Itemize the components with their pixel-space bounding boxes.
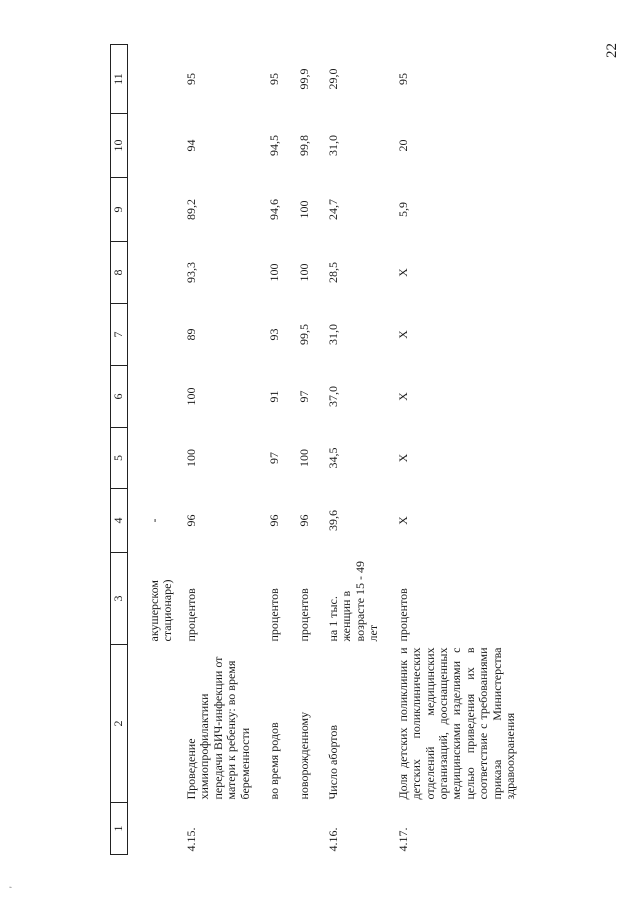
indicator-name: новорожденному (296, 711, 311, 800)
value-cell: 96 (267, 514, 282, 527)
value-cell (128, 114, 177, 178)
value-cell: 96 (183, 514, 198, 527)
indicator-name (128, 645, 177, 803)
value-cell (128, 45, 177, 114)
value-cell: 94 (183, 139, 198, 152)
column-header: 3 (111, 553, 128, 645)
value-cell: 5,9 (395, 202, 410, 217)
header-row (111, 45, 128, 855)
row-number (254, 803, 283, 855)
table-row (254, 45, 283, 855)
value-cell: 94,5 (267, 135, 282, 156)
column-header: 5 (111, 428, 128, 489)
value-cell: 89 (183, 328, 198, 341)
column-header: 10 (111, 114, 128, 178)
value-cell: 95 (267, 73, 282, 85)
value-cell: 100 (296, 449, 311, 467)
table-row (313, 45, 383, 855)
value-cell (128, 178, 177, 242)
value-cell: 28,5 (325, 262, 340, 283)
row-number (128, 803, 177, 855)
value-cell: 100 (296, 263, 311, 282)
column-header: 1 (111, 803, 128, 855)
value-cell: Х (395, 330, 410, 339)
value-cell (128, 366, 177, 428)
column-header: 7 (111, 304, 128, 366)
unit-cell: процентов (296, 588, 311, 642)
value-cell (128, 242, 177, 304)
value-cell: 31,0 (325, 135, 340, 156)
value-cell: 100 (183, 387, 198, 406)
value-cell: 93 (267, 328, 282, 341)
value-cell: Х (395, 453, 410, 463)
value-cell: 93,3 (183, 262, 198, 283)
value-cell: 94,6 (267, 199, 282, 220)
value-cell: 99,8 (296, 135, 311, 156)
unit-cell: на 1 тыс. женщин в возрасте 15 - 49 лет (325, 560, 381, 642)
value-cell: 95 (183, 73, 198, 85)
table-row (128, 45, 177, 855)
indicator-name: Число абортов (325, 724, 340, 800)
unit-cell: процентов (395, 588, 410, 642)
row-number: 4.15. (183, 827, 198, 852)
value-cell: 97 (296, 390, 311, 403)
unit-cell: процентов (267, 588, 282, 642)
value-cell: 89,2 (183, 199, 198, 220)
value-cell: 34,5 (325, 447, 340, 469)
value-cell (128, 304, 177, 366)
value-cell: 29,0 (325, 68, 340, 90)
row-number: 4.17. (395, 827, 410, 852)
value-cell: 100 (267, 263, 282, 282)
column-header: 6 (111, 366, 128, 428)
column-header: 8 (111, 242, 128, 304)
value-cell: 96 (296, 514, 311, 527)
value-cell: 100 (183, 449, 198, 467)
value-cell: 24,7 (325, 199, 340, 220)
value-cell: 97 (267, 452, 282, 464)
unit-cell: процентов (183, 588, 198, 642)
value-cell: Х (395, 268, 410, 277)
page-number: 22 (604, 43, 620, 58)
value-cell: 20 (395, 139, 410, 152)
indicator-name: Проведение химиопрофилактики передачи ВИЧ-инфекции от матери к ребенку: во время беременности (183, 656, 252, 800)
value-cell: 91 (267, 390, 282, 403)
value-cell: 39,6 (325, 510, 340, 531)
indicator-name: Доля детских поликлиник и детских поликлинических отделений медицинских организаций, дооснащенных медицинскими изделиями с целью приведения их в соответствие с требованиями приказа Министерства здравоохранения (395, 647, 518, 800)
value-cell: 37,0 (325, 386, 340, 407)
column-header: 9 (111, 178, 128, 242)
column-header: 11 (111, 45, 128, 114)
value-cell: Х (395, 516, 410, 525)
row-number (284, 803, 313, 855)
value-cell: - (147, 518, 161, 523)
rotated-table-container (110, 45, 630, 855)
table-row (284, 45, 313, 855)
indicator-name: во время родов (267, 722, 282, 800)
value-cell: 31,0 (325, 324, 340, 345)
column-header: 4 (111, 489, 128, 553)
unit-cell: акушерском стационаре) (147, 579, 175, 642)
table-row (177, 45, 254, 855)
indicators-table (110, 44, 520, 855)
value-cell: 100 (296, 200, 311, 219)
value-cell (128, 428, 177, 489)
column-header: 2 (111, 645, 128, 803)
value-cell: 95 (395, 73, 410, 85)
table-body (128, 45, 520, 855)
value-cell: 99,5 (296, 324, 311, 345)
corner-mark: ' (8, 886, 18, 888)
row-number: 4.16. (325, 827, 340, 852)
table-row (383, 45, 520, 855)
value-cell: Х (395, 392, 410, 401)
value-cell: 99,9 (296, 68, 311, 90)
